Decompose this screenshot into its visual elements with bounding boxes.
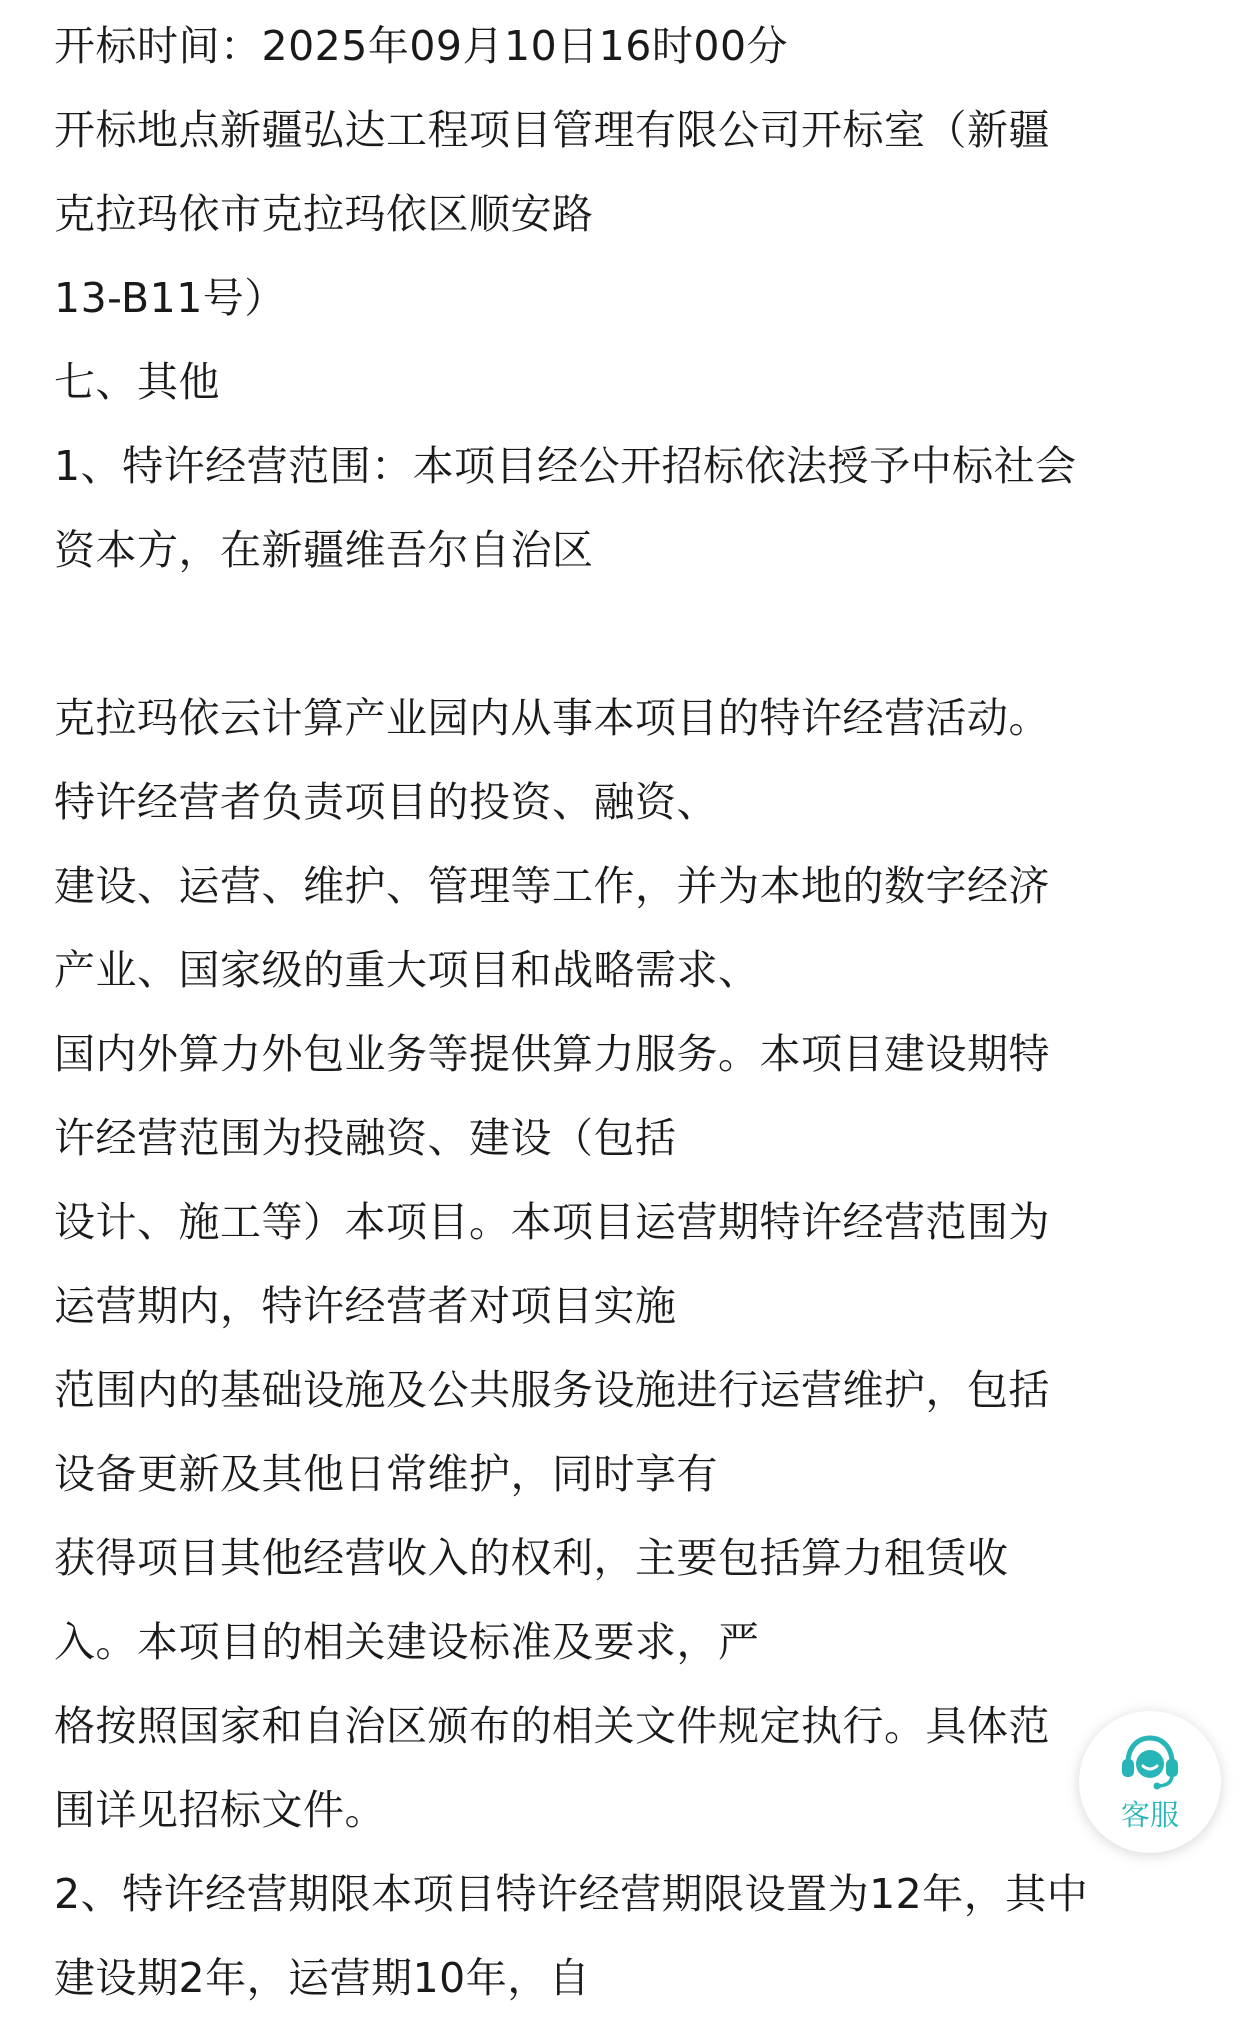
text-line: 入。本项目的相关建设标准及要求，严 [54,1618,760,1666]
text-line: 围详见招标文件。 [54,1786,386,1834]
text-line: 建设、运营、维护、管理等工作，并为本地的数字经济 [54,862,1050,910]
section-heading: 七、其他 [54,358,220,406]
article-body [54,4,1240,2020]
text-line: 国内外算力外包业务等提供算力服务。本项目建设期特 [54,1030,1050,1078]
text-line: 2、特许经营期限本项目特许经营期限设置为12年，其中 [54,1870,1089,1918]
customer-service-headset-icon [1117,1733,1183,1791]
text-line: 开标时间：2025年09月10日16时00分 [54,22,789,70]
customer-service-label: 客服 [1120,1797,1179,1832]
text-line: 13-B11号） [54,274,286,322]
text-line: 特许经营者负责项目的投资、融资、 [54,778,718,826]
text-line: 设计、施工等）本项目。本项目运营期特许经营范围为 [54,1198,1050,1246]
text-line: 格按照国家和自治区颁布的相关文件规定执行。具体范 [54,1702,1050,1750]
text-line: 获得项目其他经营收入的权利，主要包括算力租赁收 [54,1534,1009,1582]
text-line: 设备更新及其他日常维护，同时享有 [54,1450,718,1498]
text-line: 1、特许经营范围：本项目经公开招标依法授予中标社会 [54,442,1077,490]
text-line: 开标地点新疆弘达工程项目管理有限公司开标室（新疆 [54,106,1050,154]
text-line: 范围内的基础设施及公共服务设施进行运营维护，包括 [54,1366,1050,1414]
customer-service-button[interactable] [1079,1711,1221,1853]
blank-line [54,592,1240,676]
text-line: 产业、国家级的重大项目和战略需求、 [54,946,760,994]
text-line: 克拉玛依云计算产业园内从事本项目的特许经营活动。 [54,694,1050,742]
text-line: 运营期内，特许经营者对项目实施 [54,1282,677,1330]
text-line: 许经营范围为投融资、建设（包括 [54,1114,677,1162]
text-line: 建设期2年，运营期10年，自 [54,1954,591,2002]
text-line: 资本方，在新疆维吾尔自治区 [54,526,594,574]
text-line: 克拉玛依市克拉玛依区顺安路 [54,190,594,238]
